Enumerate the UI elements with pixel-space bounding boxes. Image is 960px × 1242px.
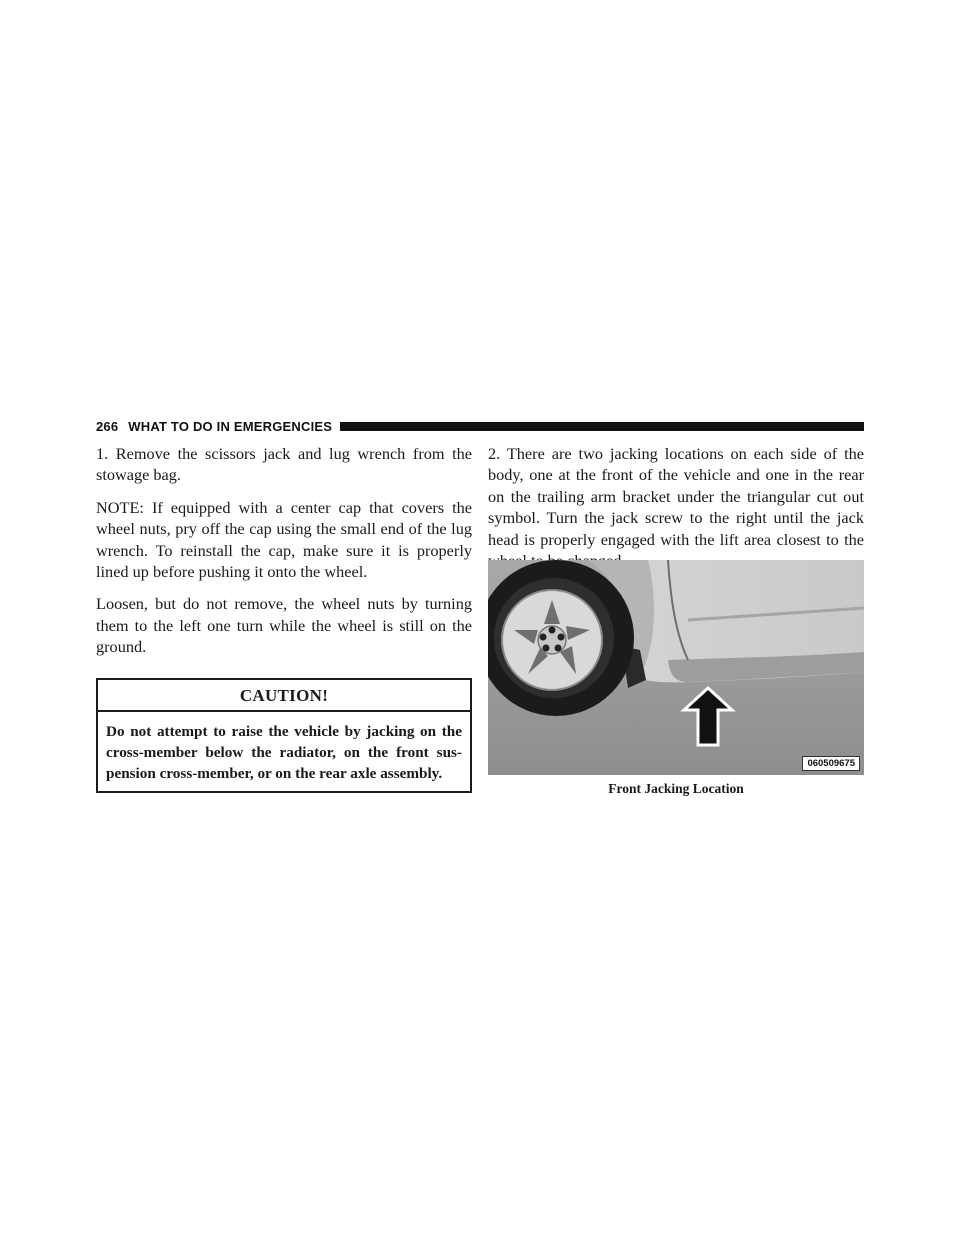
page-header: [96, 418, 864, 434]
caution-box: [96, 678, 472, 793]
figure-caption: Front Jacking Location: [608, 781, 744, 796]
caution-title: CAUTION!: [98, 680, 470, 712]
loosen-paragraph: Loosen, but do not remove, the wheel nuts by turning them to the left one turn while the wheel is still on the ground.: [96, 594, 472, 657]
note-paragraph: [96, 497, 472, 583]
note-label: NOTE:: [96, 497, 144, 517]
image-id-label: 060509675: [802, 756, 860, 771]
header-rule: [340, 422, 864, 431]
note-text: If equipped with a center cap that covers the wheel nuts, pry off the cap using the small end of the lug wrench. To reinstall the cap, make sure it is properly lined up before pushing it onto the wheel.: [96, 497, 472, 582]
step-2-paragraph: 2. There are two jacking locations on each side of the body, one at the front of the vehicle and one in the rear on the trailing arm bracket under the triangular cut out symbol. Turn the jack screw to the right until the jack head is properly engaged with the lift area closest to the: [488, 444, 864, 549]
front-jacking-location-photo: [488, 560, 864, 775]
caution-text: Do not attempt to raise the vehicle by jacking on the cross-member below the radiator, on the front sus-pension cross-member, or on the rear axle assembly.: [106, 723, 462, 783]
left-column: [96, 443, 472, 793]
step-1-paragraph: 1. Remove the scissors jack and lug wrench from the stowage bag.: [96, 444, 472, 485]
page-number: 266: [96, 418, 119, 434]
section-title: WHAT TO DO IN EMERGENCIES: [128, 418, 333, 434]
